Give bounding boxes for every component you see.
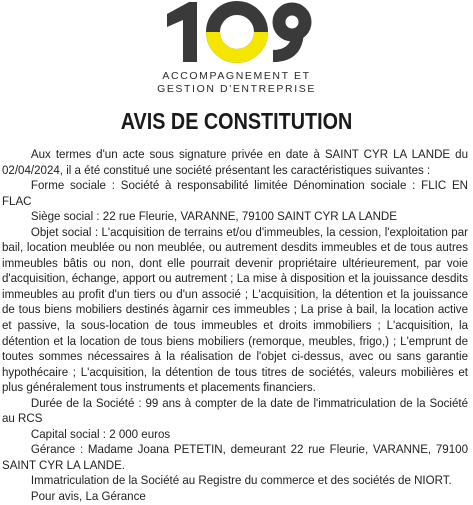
notice-intro-paragraph: Aux termes d'un acte sous signature privée en date à SAINT CYR LA LANDE du 02/04/2024, il a été constitué une société présentant les caractéristiques suivantes : [2,147,469,177]
notice-title: AVIS DE CONSTITUTION [120,108,353,134]
notice-capital-paragraph: Capital social : 2 000 euros [30,426,171,441]
notice-duration-paragraph: Durée de la Société : 99 ans à compter de la date de l'immatriculation de la Société au RCS [2,395,469,426]
logo-digit-zero [213,8,261,56]
logo-tagline-line1: ACCOMPAGNEMENT ET [162,70,311,82]
notice-purpose-paragraph: Objet social : L'acquisition de terrains et/ou d'immeubles, la cession, l'exploitation par bail, location meublée ou non meublée, ou autrement desdits immeubles et de tous autres immeubles bâtis ou non, dont elle pourrait devenir propriétaire ultérieurement, par voie d'acquisition, échange, apport ou autrement ; La mise à disposition et la jouissance desdits immeubles au profit d'un tiers ou d'un associé ; L'acquisition, la détention et la jouissance de tous biens mobiliers destinés àgarnir ces immeubles ; La prise à bail, la location active et passive, la sous-location de tous immeubles et droits immobiliers ; L'acquisition, la détention et la location de tous biens mobiliers (remorque, meubles, frigo,) ; L'emprunt de toutes sommes nécessaires à la réalisation de l'objet ci-dessus, avec ou sans garantie hypothécaire ; L'acquisition, la détention de tous titres de sociétés, valeurs mobilières et plus généralement tous instruments et placements financiers. [2,224,469,395]
logo-tagline-line2: GESTION D'ENTREPRISE [157,83,316,95]
notice-body [2,147,468,505]
logo-digit-nine [273,9,305,62]
logo-109-mark [165,0,315,68]
logo-digit-one [167,2,197,62]
company-logo [0,0,473,106]
notice-legal-form-paragraph: Forme sociale : Société à responsabilité limitée Dénomination sociale : FLIC EN FLAC [2,178,469,208]
notice-head-office-paragraph: Siège social : 22 rue Fleurie, VARANNE, 79100 SAINT CYR LA LANDE [30,209,397,224]
notice-registration-paragraph: Immatriculation de la Société au Registre du commerce et des sociétés de NIORT. [30,473,452,488]
notice-management-paragraph: Gérance : Madame Joana PETETIN, demeurant 22 rue Fleurie, VARANNE, 79100 SAINT CYR LA LANDE. [2,442,469,472]
notice-signature-paragraph: Pour avis, La Gérance [30,489,146,504]
